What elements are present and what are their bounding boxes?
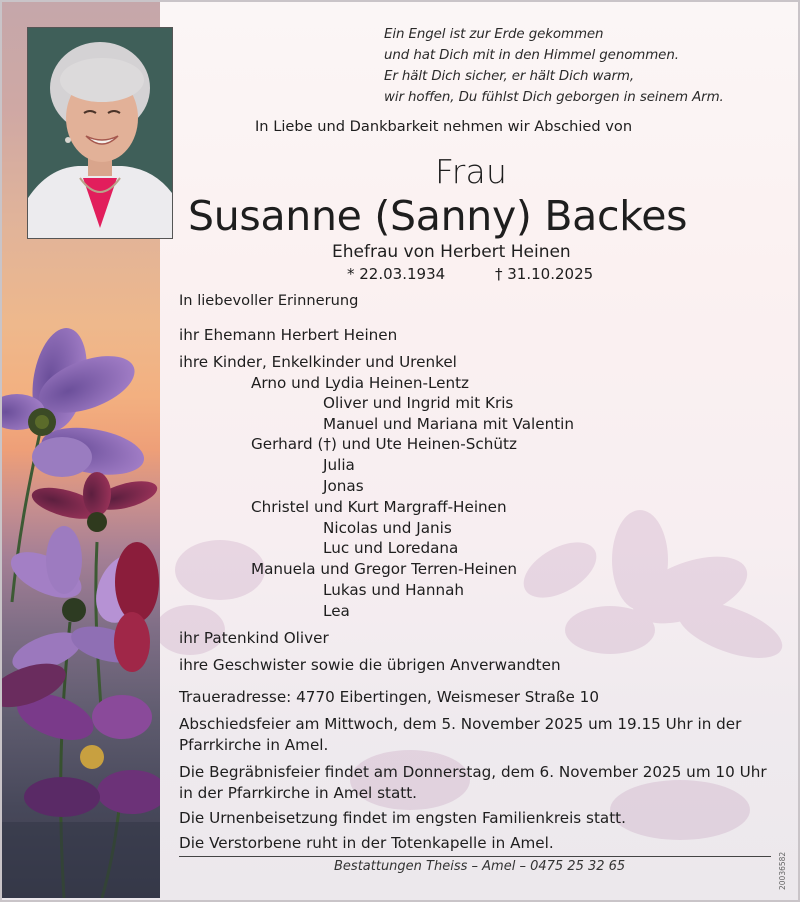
family-line: Manuel und Mariana mit Valentin <box>323 415 575 433</box>
family-line: Nicolas und Janis <box>323 519 452 537</box>
death-date: † 31.10.2025 <box>495 265 594 283</box>
family-line: Lukas und Hannah <box>323 581 465 599</box>
viewing-info: Die Verstorbene ruht in der Totenkapelle in Amel. <box>179 834 554 852</box>
address-line: Traueradresse: 4770 Eibertingen, Weismeser Straße 10 <box>179 688 599 706</box>
family-line: Jonas <box>323 477 364 495</box>
ad-code: 20036582 <box>778 851 787 890</box>
poem-line: wir hoffen, Du fühlst Dich geborgen in seinem Arm. <box>384 90 724 105</box>
family-line: Lea <box>323 602 350 620</box>
portrait-photo <box>27 27 173 239</box>
family-line: Oliver und Ingrid mit Kris <box>323 394 514 412</box>
family-line: ihr Patenkind Oliver <box>179 629 329 647</box>
family-line: Christel und Kurt Margraff-Heinen <box>251 498 507 516</box>
salutation: Frau <box>435 152 508 191</box>
family-line: ihre Geschwister sowie die übrigen Anverwandten <box>179 656 561 674</box>
family-line: Luc und Loredana <box>323 539 459 557</box>
farewell-ceremony: Abschiedsfeier am Mittwoch, dem 5. November 2025 um 19.15 Uhr in der Pfarrkirche in Amel. <box>179 715 742 754</box>
family-line: Gerhard (†) und Ute Heinen-Schütz <box>251 435 517 453</box>
poem-line: und hat Dich mit in den Himmel genommen. <box>384 48 679 63</box>
funeral-info: Die Begräbnisfeier findet am Donnerstag, dem 6. November 2025 um 10 Uhr in der Pfarrkirche in Amel statt. <box>179 763 767 802</box>
deceased-name: Susanne (Sanny) Backes <box>188 192 688 240</box>
family-line: ihre Kinder, Enkelkinder und Urenkel <box>179 353 457 371</box>
spouse-line: Ehefrau von Herbert Heinen <box>332 242 571 262</box>
poem-line: Ein Engel ist zur Erde gekommen <box>384 27 604 42</box>
family-line: Arno und Lydia Heinen-Lentz <box>251 374 470 392</box>
poem-line: Er hält Dich sicher, er hält Dich warm, <box>384 69 634 84</box>
memory-line: In liebevoller Erinnerung <box>179 292 359 309</box>
divider <box>179 856 771 857</box>
family-line: ihr Ehemann Herbert Heinen <box>179 326 398 344</box>
urn-burial-info: Die Urnenbeisetzung findet im engsten Familienkreis statt. <box>179 809 626 827</box>
poem <box>384 24 784 108</box>
family-line: Julia <box>323 456 355 474</box>
intro-text: In Liebe und Dankbarkeit nehmen wir Abschied von <box>255 118 633 135</box>
family-line: Manuela und Gregor Terren-Heinen <box>251 560 518 578</box>
funeral-home-footer: Bestattungen Theiss – Amel – 0475 25 32 65 <box>334 859 626 874</box>
birth-date: * 22.03.1934 <box>347 265 446 283</box>
